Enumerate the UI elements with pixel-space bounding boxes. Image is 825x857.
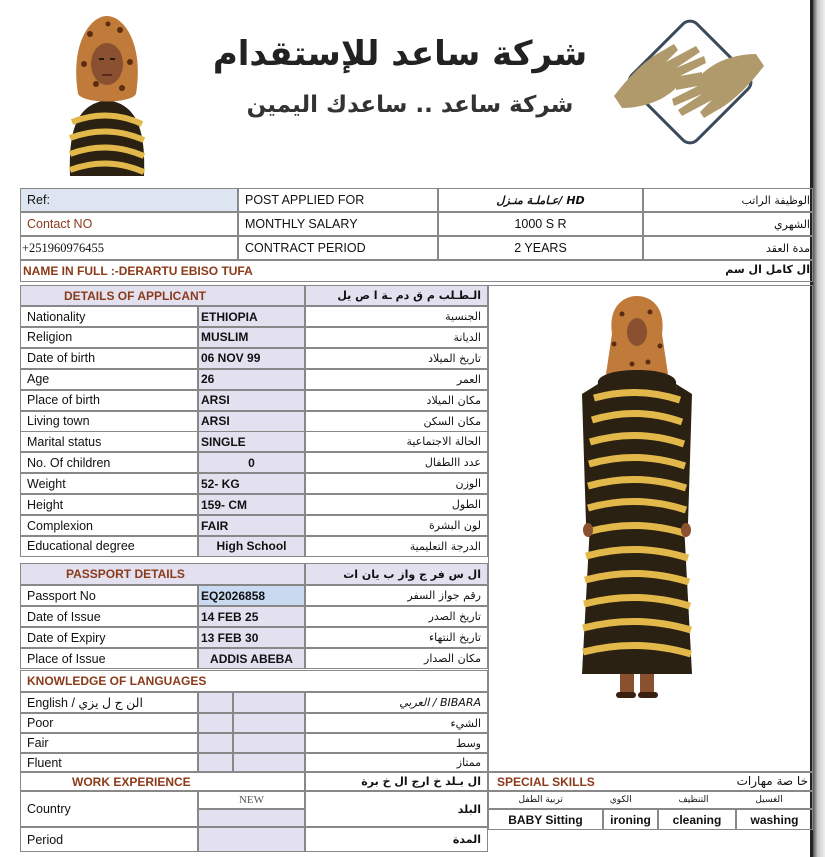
languages-header: KNOWLEDGE OF LANGUAGES — [20, 670, 488, 692]
salary-value: 1000 S R — [438, 212, 643, 236]
language-level-label: Fair — [20, 733, 198, 753]
applicant-full-body-photo — [572, 294, 702, 704]
skills-header: SPECIAL SKILLS — [488, 772, 813, 791]
language-level-cell-a — [198, 733, 233, 753]
applicant-row-ar: الحالة الاجتماعية — [305, 431, 488, 452]
applicant-row-value: 26 — [198, 369, 305, 390]
applicant-row-ar: العمر — [305, 369, 488, 390]
post-applied-label: POST APPLIED FOR — [238, 188, 438, 212]
applicant-row-ar: الجنسية — [305, 306, 488, 327]
applicant-row-value: 0 — [198, 452, 305, 473]
salary-label: MONTHLY SALARY — [238, 212, 438, 236]
english-label: English / الن ج ل يزي — [20, 692, 198, 713]
ref-label: Ref: — [20, 188, 238, 212]
skill-babysitting: BABY Sitting — [488, 809, 603, 830]
company-name: شركة ساعد للإستقدام — [212, 34, 588, 74]
contract-ar: مدة العقد — [643, 236, 813, 260]
skill-ar-babysitting: تربية الطفل — [518, 795, 563, 805]
applicant-row-ar: الديانة — [305, 327, 488, 348]
passport-row-value: EQ2026858 — [198, 585, 305, 606]
language-level-cell-b — [233, 733, 305, 753]
applicant-header: DETAILS OF APPLICANT — [20, 285, 305, 306]
applicant-row-value: ARSI — [198, 390, 305, 411]
language-level-cell-b — [233, 753, 305, 772]
applicant-row-label: Date of birth — [20, 348, 198, 369]
full-name-ar: ال كامل ال سم — [725, 263, 810, 276]
salary-ar: الشهري — [643, 212, 813, 236]
english-level-b — [233, 692, 305, 713]
applicant-row-label: Marital status — [20, 431, 198, 452]
work-country-label: Country — [20, 791, 198, 827]
applicant-row-ar: الوزن — [305, 473, 488, 494]
applicant-row-value: SINGLE — [198, 431, 305, 452]
passport-header-ar: ال س فر ج واز ب يان ات — [305, 563, 488, 585]
applicant-row-value: 06 NOV 99 — [198, 348, 305, 369]
language-level-label: Poor — [20, 713, 198, 733]
language-level-cell-a — [198, 713, 233, 733]
work-period-cell — [198, 827, 305, 852]
contract-label: CONTRACT PERIOD — [238, 236, 438, 260]
passport-row-ar: تاريخ النتهاء — [305, 627, 488, 648]
applicant-row-value: ARSI — [198, 411, 305, 432]
contract-value: 2 YEARS — [438, 236, 643, 260]
applicant-row-label: No. Of children — [20, 452, 198, 473]
skill-washing: washing — [736, 809, 813, 830]
work-country-value: NEW — [198, 791, 305, 809]
applicant-row-ar: تاريخ الميلاد — [305, 348, 488, 369]
skills-header-ar: خا صة مهارات — [736, 774, 808, 788]
language-level-ar: الشيء — [305, 713, 488, 733]
passport-row-ar: رقم جواز السفر — [305, 585, 488, 606]
applicant-row-ar: مكان السكن — [305, 411, 488, 432]
passport-row-value: ADDIS ABEBA — [198, 648, 305, 669]
applicant-row-value: FAIR — [198, 515, 305, 536]
applicant-row-label: Living town — [20, 411, 198, 432]
applicant-row-value: 159- CM — [198, 494, 305, 515]
applicant-row-ar: لون البشرة — [305, 515, 488, 536]
skill-ironing: ironing — [603, 809, 658, 830]
language-level-ar: وسط — [305, 733, 488, 753]
applicant-row-ar: الدرجة التعليمية — [305, 536, 488, 557]
applicant-row-label: Weight — [20, 473, 198, 494]
applicant-headshot — [50, 4, 164, 176]
applicant-row-label: Religion — [20, 327, 198, 348]
skill-ar-washing: الغسيل — [755, 795, 783, 805]
english-level-a — [198, 692, 233, 713]
page-shadow — [813, 0, 825, 857]
passport-row-label: Place of Issue — [20, 648, 198, 669]
passport-row-value: 14 FEB 25 — [198, 606, 305, 627]
arabic-label: BIBARA / العربي — [305, 692, 488, 713]
applicant-header-ar: الـطـلب م ق دم ـة ا ص يل — [305, 285, 488, 306]
contact-label: Contact NO — [20, 212, 238, 236]
company-slogan: شركة ساعد .. ساعدك اليمين — [246, 92, 574, 118]
applicant-row-ar: مكان الميلاد — [305, 390, 488, 411]
applicant-row-label: Complexion — [20, 515, 198, 536]
passport-row-label: Date of Issue — [20, 606, 198, 627]
skill-cleaning: cleaning — [658, 809, 736, 830]
passport-row-ar: تاريخ الصدر — [305, 606, 488, 627]
passport-header: PASSPORT DETAILS — [20, 563, 305, 585]
applicant-row-value: 52- KG — [198, 473, 305, 494]
language-level-cell-b — [233, 713, 305, 733]
post-applied-ar: الوظيفة الراتب — [643, 188, 813, 212]
hands-logo-icon — [604, 16, 774, 146]
work-period-label: Period — [20, 827, 198, 852]
work-period-ar: المدة — [305, 827, 488, 852]
applicant-row-ar: عدد االطفال — [305, 452, 488, 473]
applicant-row-label: Educational degree — [20, 536, 198, 557]
skill-ar-cleaning: التنظيف — [678, 795, 709, 805]
applicant-row-value: ETHIOPIA — [198, 306, 305, 327]
passport-row-label: Date of Expiry — [20, 627, 198, 648]
passport-row-value: 13 FEB 30 — [198, 627, 305, 648]
passport-row-label: Passport No — [20, 585, 198, 606]
work-header-ar: ال بـلد خ ارج ال خ برة — [305, 772, 488, 791]
skills-ar-row — [488, 791, 813, 809]
work-country-cell — [198, 809, 305, 827]
full-name: NAME IN FULL :-DERARTU EBISO TUFA — [20, 260, 813, 282]
post-applied-value: عـاملـة منـزل/ HD — [438, 188, 643, 212]
language-level-label: Fluent — [20, 753, 198, 772]
skill-ar-ironing: الكوي — [609, 795, 632, 805]
work-header: WORK EXPERIENCE — [20, 772, 305, 791]
phone-number: +251960976455 — [20, 236, 238, 260]
applicant-row-label: Nationality — [20, 306, 198, 327]
applicant-row-label: Height — [20, 494, 198, 515]
language-level-cell-a — [198, 753, 233, 772]
work-country-ar: البلد — [305, 791, 488, 827]
applicant-row-label: Place of birth — [20, 390, 198, 411]
applicant-row-value: MUSLIM — [198, 327, 305, 348]
language-level-ar: ممتاز — [305, 753, 488, 772]
applicant-row-ar: الطول — [305, 494, 488, 515]
passport-row-ar: مكان الصدار — [305, 648, 488, 669]
applicant-row-label: Age — [20, 369, 198, 390]
applicant-row-value: High School — [198, 536, 305, 557]
